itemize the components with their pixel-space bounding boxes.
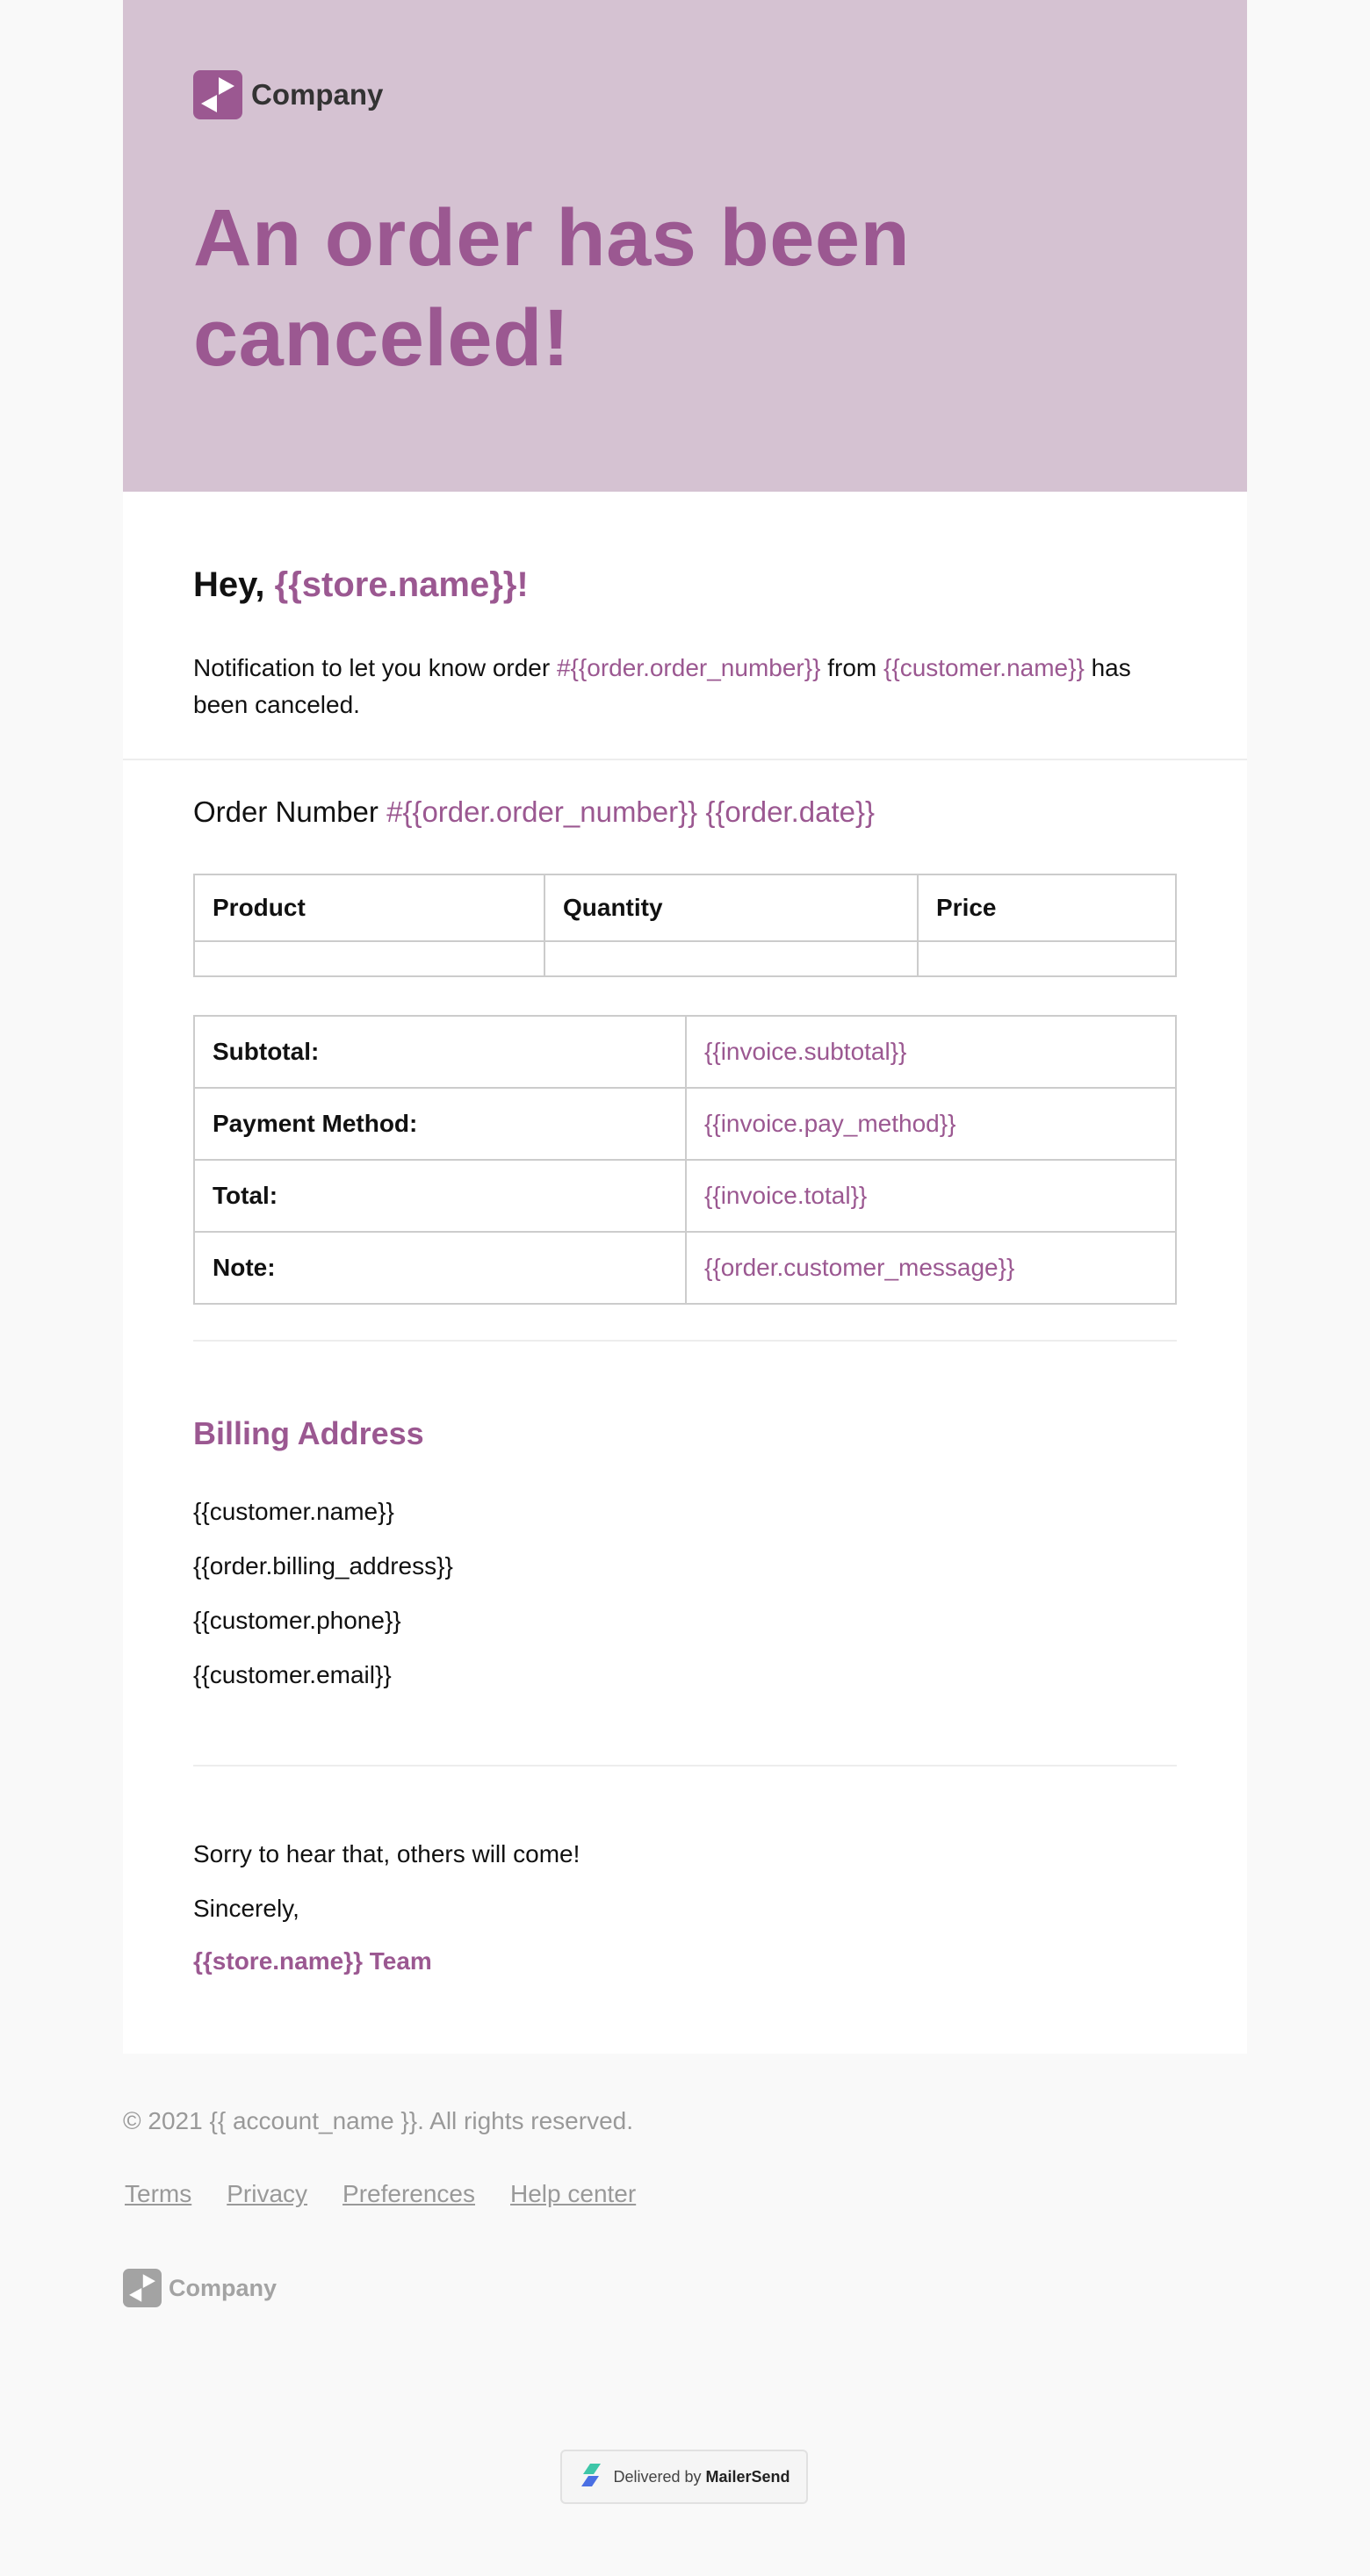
billing-customer-email: {{customer.email}}	[193, 1661, 392, 1688]
preferences-link[interactable]: Preferences	[342, 2180, 475, 2207]
notification-part3: has been canceled.	[193, 654, 1131, 718]
note-row	[194, 1232, 1176, 1304]
billing-address-line: {{order.billing_address}}	[193, 1552, 453, 1579]
footer-logo-text: Company	[169, 2274, 278, 2301]
price-cell	[918, 941, 1176, 976]
total-value: {{invoice.total}}	[686, 1160, 1176, 1232]
hero-banner	[123, 0, 1247, 492]
notification-text	[193, 650, 1177, 723]
table-row	[194, 941, 1176, 976]
billing-customer-name: {{customer.name}}	[193, 1498, 394, 1525]
footer-links	[125, 2180, 636, 2208]
price-column-header: Price	[918, 874, 1176, 941]
subtotal-label: Subtotal:	[194, 1016, 686, 1088]
mailersend-brand: MailerSend	[705, 2467, 790, 2486]
order-number-value: #{{order.order_number}}	[386, 795, 698, 828]
notification-part2: from	[820, 654, 883, 681]
note-value: {{order.customer_message}}	[686, 1232, 1176, 1304]
total-row	[194, 1160, 1176, 1232]
footer-company-logo	[123, 2269, 277, 2307]
notification-part1: Notification to let you know order	[193, 654, 557, 681]
subtotal-value: {{invoice.subtotal}}	[686, 1016, 1176, 1088]
delivered-by-text: Delivered by	[613, 2467, 702, 2486]
greeting-store-name: {{store.name}}!	[274, 565, 529, 604]
greeting-prefix: Hey,	[193, 565, 275, 604]
notification-customer-name: {{customer.name}}	[883, 654, 1085, 681]
total-label: Total:	[194, 1160, 686, 1232]
terms-link[interactable]: Terms	[125, 2180, 192, 2207]
section-divider	[193, 1340, 1177, 1342]
email-card	[123, 0, 1247, 2054]
help-center-link[interactable]: Help center	[510, 2180, 637, 2207]
closing-message: Sorry to hear that, others will come!	[193, 1840, 580, 1867]
footer-logo-icon	[123, 2269, 162, 2307]
company-logo-icon	[193, 70, 242, 119]
greeting	[193, 565, 529, 605]
products-table	[193, 874, 1177, 977]
summary-table	[193, 1015, 1177, 1305]
payment-method-value: {{invoice.pay_method}}	[686, 1088, 1176, 1160]
closing-signoff: {{store.name}} Team	[193, 1947, 432, 1975]
subtotal-row	[194, 1016, 1176, 1088]
footer-copyright: © 2021 {{ account_name }}. All rights reserved.	[123, 2107, 633, 2134]
page-title: An order has been canceled!	[193, 193, 911, 383]
quantity-column-header: Quantity	[544, 874, 918, 941]
product-column-header: Product	[194, 874, 544, 941]
privacy-link[interactable]: Privacy	[227, 2180, 308, 2207]
payment-method-row	[194, 1088, 1176, 1160]
mailersend-icon	[578, 2462, 604, 2493]
section-divider	[193, 1765, 1177, 1767]
quantity-cell	[544, 941, 918, 976]
product-cell	[194, 941, 544, 976]
company-logo-text: Company	[251, 78, 384, 111]
order-number-heading	[193, 795, 875, 829]
order-number-label: Order Number	[193, 795, 387, 828]
payment-method-label: Payment Method:	[194, 1088, 686, 1160]
closing-sincerely: Sincerely,	[193, 1895, 299, 1922]
billing-address-heading: Billing Address	[193, 1415, 424, 1451]
delivered-by-badge[interactable]	[560, 2450, 808, 2504]
company-logo	[193, 70, 383, 119]
notification-order-number: #{{order.order_number}}	[556, 654, 821, 681]
billing-customer-phone: {{customer.phone}}	[193, 1607, 401, 1634]
section-divider	[123, 759, 1247, 760]
order-date: {{order.date}}	[705, 795, 876, 828]
note-label: Note:	[194, 1232, 686, 1304]
products-header-row	[194, 874, 1176, 941]
